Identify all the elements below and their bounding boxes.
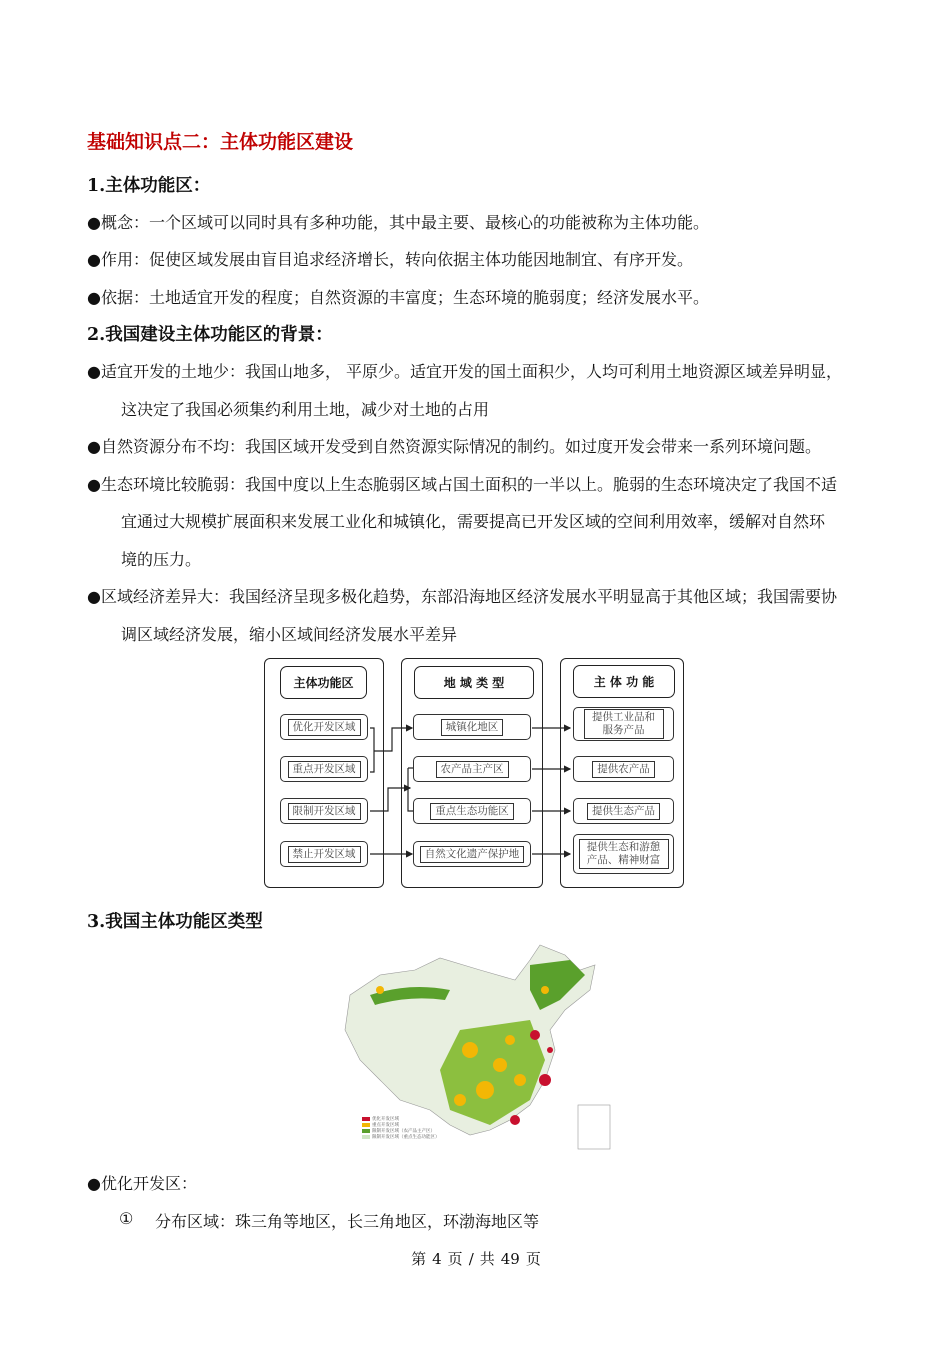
heading-3: 3.我国主体功能区类型 bbox=[87, 912, 263, 932]
type-box: 自然文化遗产保护地 bbox=[413, 841, 531, 867]
heading-1: 1.主体功能区： bbox=[87, 176, 211, 196]
function-box: 提供工业品和服务产品 bbox=[573, 707, 674, 741]
paragraph: 这决定了我国必须集约利用土地，减少对土地的占用 bbox=[121, 400, 490, 419]
type-box: 农产品主产区 bbox=[413, 756, 531, 782]
function-box: 提供农产品 bbox=[573, 756, 674, 782]
paragraph: 分布区域：珠三角等地区，长三角地区，环渤海地区等 bbox=[155, 1212, 540, 1231]
type-box: 城镇化地区 bbox=[413, 714, 531, 740]
paragraph: ●适宜开发的土地少：我国山地多， 平原少。适宜开发的国土面积少，人均可利用土地资源区域差异明显， bbox=[87, 362, 843, 381]
function-zone-diagram bbox=[264, 658, 686, 890]
header-function: 主 体 功 能 bbox=[573, 665, 675, 698]
legend-item: 限制开发区域（重点生态功能区） bbox=[362, 1134, 440, 1140]
function-box: 提供生态产品 bbox=[573, 798, 674, 824]
zone-box: 限制开发区域 bbox=[280, 798, 368, 824]
zone-box: 重点开发区域 bbox=[280, 756, 368, 782]
legend-item: 优化开发区域 bbox=[362, 1116, 399, 1122]
paragraph: ●生态环境比较脆弱：我国中度以上生态脆弱区域占国土面积的一半以上。脆弱的生态环境决定了我国不适 bbox=[87, 475, 837, 494]
paragraph: ●区域经济差异大：我国经济呈现多极化趋势，东部沿海地区经济发展水平明显高于其他区域；我国需要协 bbox=[87, 587, 837, 606]
paragraph: 调区域经济发展，缩小区域间经济发展水平差异 bbox=[121, 625, 458, 644]
paragraph: 宜通过大规模扩展面积来发展工业化和城镇化，需要提高已开发区域的空间利用效率，缓解对自然环 bbox=[121, 512, 826, 531]
header-zone: 主体功能区 bbox=[280, 666, 367, 699]
legend-item: 限制开发区域（农产品主产区） bbox=[362, 1128, 435, 1134]
zone-box: 禁止开发区域 bbox=[280, 841, 368, 867]
paragraph: ●依据：土地适宜开发的程度；自然资源的丰富度；生态环境的脆弱度；经济发展水平。 bbox=[87, 288, 709, 307]
zone-box: 优化开发区域 bbox=[280, 714, 368, 740]
paragraph: 境的压力。 bbox=[121, 550, 202, 569]
heading-2: 2.我国建设主体功能区的背景： bbox=[87, 325, 333, 345]
paragraph: ●优化开发区： bbox=[87, 1174, 197, 1193]
header-type: 地 域 类 型 bbox=[414, 666, 534, 699]
paragraph: ●自然资源分布不均：我国区域开发受到自然资源实际情况的制约。如过度开发会带来一系列环境问题。 bbox=[87, 437, 821, 456]
paragraph: ●作用：促使区域发展由盲目追求经济增长，转向依据主体功能因地制宜、有序开发。 bbox=[87, 250, 693, 269]
legend-item: 重点开发区域 bbox=[362, 1122, 399, 1128]
page-footer: 第 4 页 / 共 49 页 bbox=[411, 1250, 541, 1268]
item-number: ① bbox=[119, 1209, 134, 1228]
function-box: 提供生态和游憩产品、精神财富 bbox=[573, 834, 674, 874]
paragraph: ●概念：一个区域可以同时具有多种功能，其中最主要、最核心的功能被称为主体功能。 bbox=[87, 213, 709, 232]
type-box: 重点生态功能区 bbox=[413, 798, 531, 824]
section-title: 基础知识点二：主体功能区建设 bbox=[87, 131, 354, 153]
